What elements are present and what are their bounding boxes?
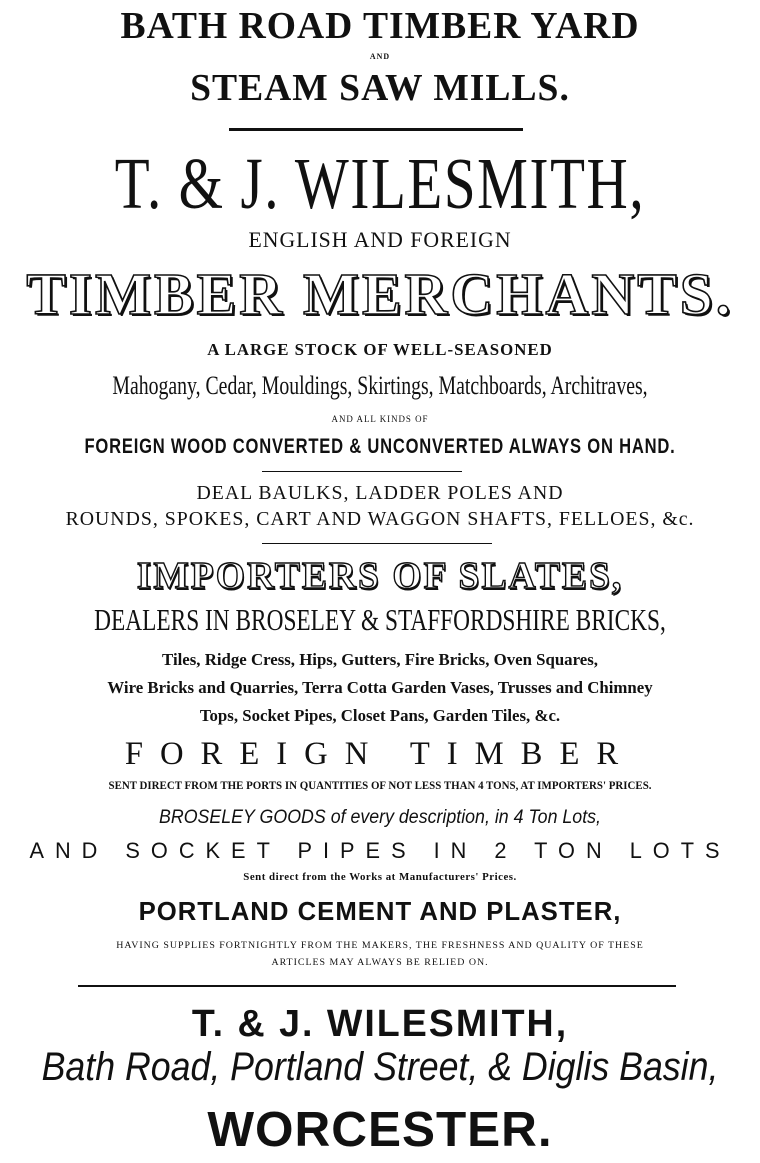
sent-direct-line: SENT DIRECT FROM THE PORTS IN QUANTITIES OF NOT LESS THAN 4 TONS, AT IMPORTERS' PRICES. xyxy=(108,778,652,792)
large-stock-line: A LARGE STOCK OF WELL-SEASONED xyxy=(207,340,553,359)
footer-city: WORCESTER. xyxy=(207,1102,553,1157)
header-line-1: BATH ROAD TIMBER YARD xyxy=(120,6,640,47)
supplies-line-2: ARTICLES MAY ALWAYS BE RELIED ON. xyxy=(271,957,489,968)
footer-address: Bath Road, Portland Street, & Diglis Basin, xyxy=(41,1045,719,1089)
tiles-line-3: Tops, Socket Pipes, Closet Pans, Garden Tiles, &c. xyxy=(199,706,561,725)
socket-pipes-line: AND SOCKET PIPES IN 2 TON LOTS xyxy=(29,838,731,863)
tiles-line-1: Tiles, Ridge Cress, Hips, Gutters, Fire Bricks, Oven Squares, xyxy=(162,650,598,669)
broseley-goods-line: BROSELEY GOODS of every description, in 4 Ton Lots, xyxy=(159,806,601,828)
divider-rule xyxy=(262,543,492,544)
header-line-2: STEAM SAW MILLS. xyxy=(190,68,570,109)
tiles-line-2: Wire Bricks and Quarries, Terra Cotta Garden Vases, Trusses and Chimney xyxy=(107,678,653,697)
english-foreign-line: ENGLISH AND FOREIGN xyxy=(248,228,512,252)
footer-firm-name: T. & J. WILESMITH, xyxy=(191,1002,569,1044)
divider-rule xyxy=(78,985,676,987)
firm-name-heading: T. & J. WILESMITH, xyxy=(114,143,646,224)
foreign-wood-line: FOREIGN WOOD CONVERTED & UNCONVERTED ALWAYS ON HAND. xyxy=(84,434,676,458)
all-kinds-line: AND ALL KINDS OF xyxy=(331,414,429,424)
importers-heading: IMPORTERS OF SLATES, xyxy=(136,556,624,597)
deal-line-2: ROUNDS, SPOKES, CART AND WAGGON SHAFTS, FELLOES, &c. xyxy=(65,508,695,530)
deal-line-1: DEAL BAULKS, LADDER POLES AND xyxy=(196,482,564,504)
foreign-timber-heading: FOREIGN TIMBER xyxy=(124,736,636,772)
works-prices-line: Sent direct from the Works at Manufacturers' Prices. xyxy=(243,871,517,883)
dealers-line: DEALERS IN BROSELEY & STAFFORDSHIRE BRICKS, xyxy=(94,603,666,637)
supplies-line-1: HAVING SUPPLIES FORTNIGHTLY FROM THE MAKERS, THE FRESHNESS AND QUALITY OF THESE xyxy=(116,940,644,951)
portland-cement-heading: PORTLAND CEMENT AND PLASTER, xyxy=(138,898,622,926)
products-line: Mahogany, Cedar, Mouldings, Skirtings, Matchboards, Architraves, xyxy=(112,370,648,400)
divider-rule xyxy=(229,128,523,131)
divider-rule xyxy=(262,471,462,472)
timber-merchants-heading: TIMBER MERCHANTS. xyxy=(26,261,734,327)
header-and-word: AND xyxy=(369,52,391,61)
